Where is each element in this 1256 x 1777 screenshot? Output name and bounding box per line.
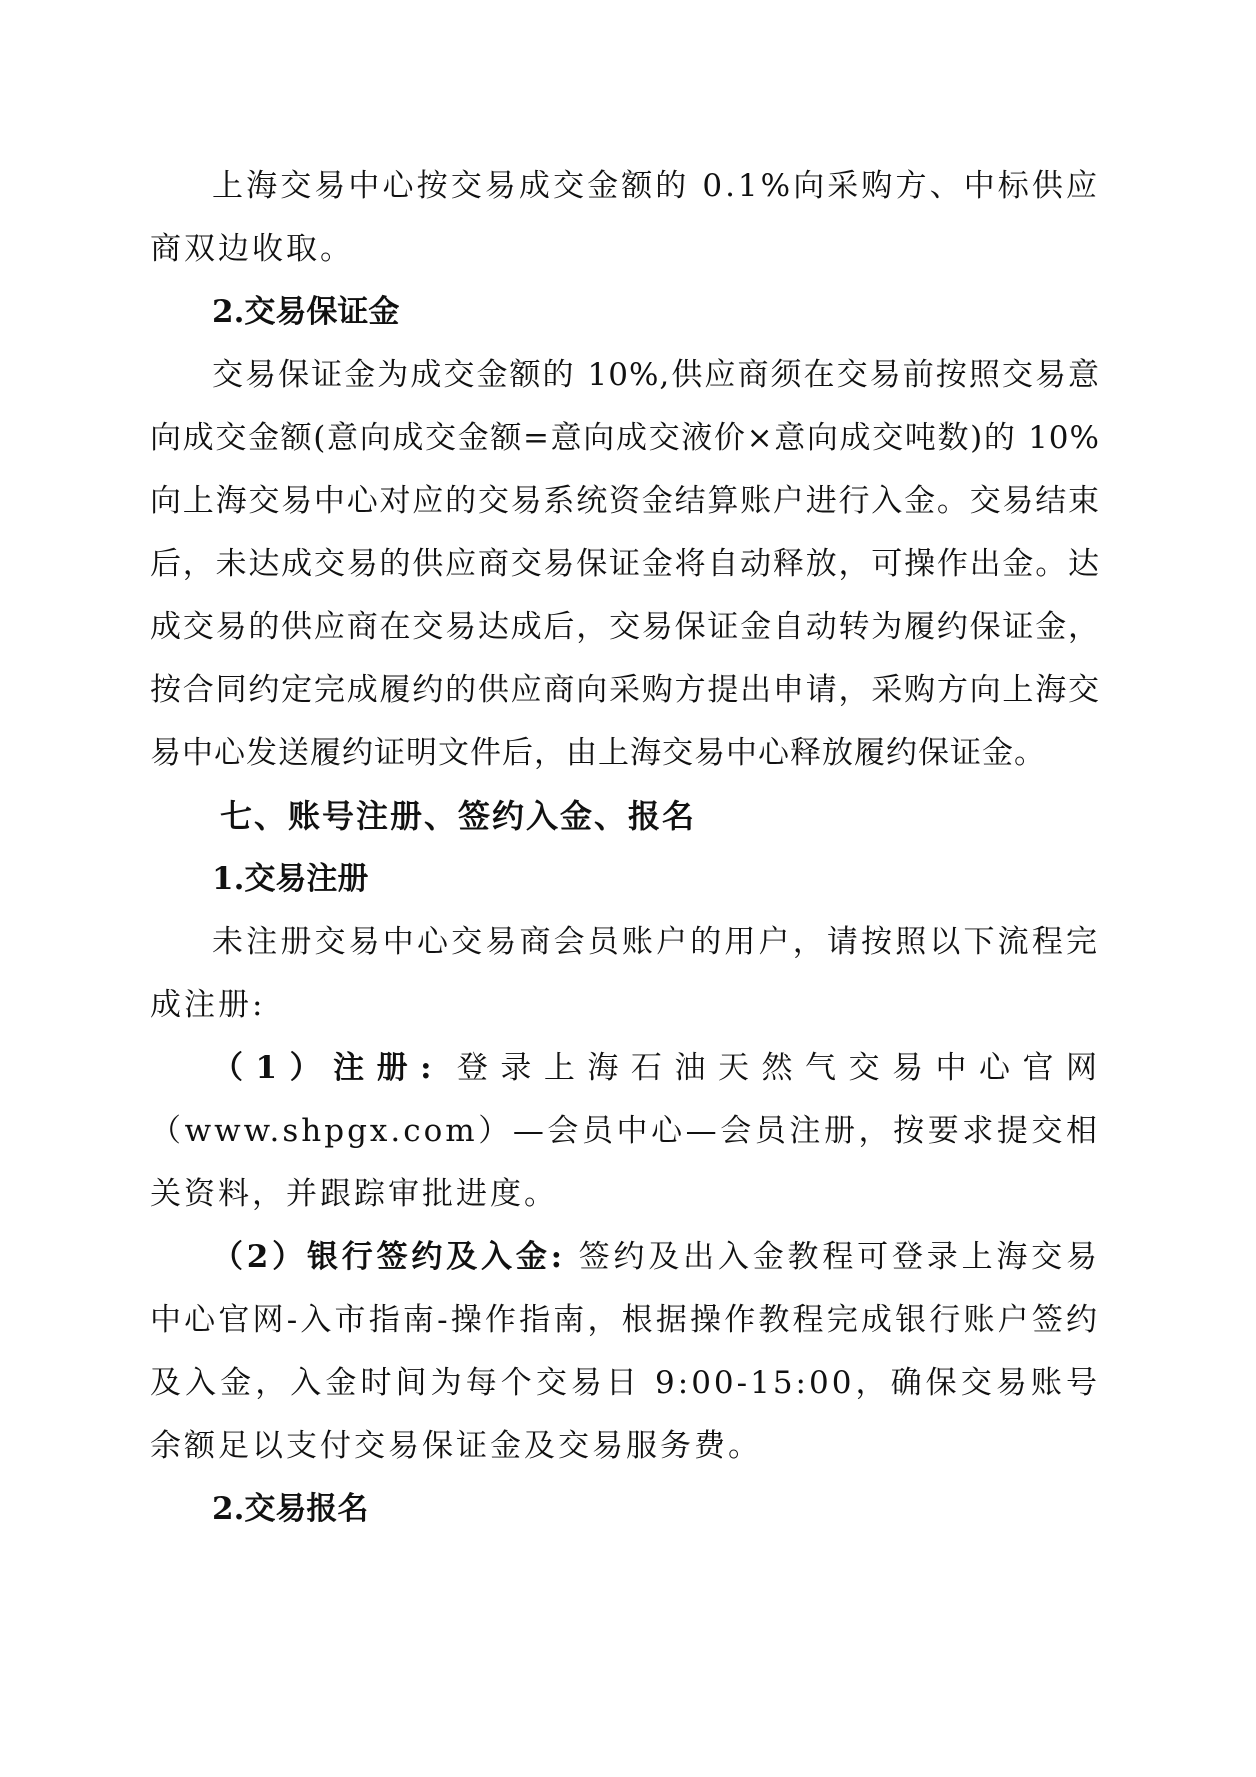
step1-label: （1）注册:	[212, 1050, 435, 1086]
document-page	[150, 155, 1100, 1541]
signup-heading: 2.交易报名	[212, 1491, 369, 1527]
step2-text: 签约及出入金教程可登录上海交易中心官网-入市指南-操作指南，根据操作教程完成银行账户签约及入金，入金时间为每个交易日 9:00-15:00，确保交易账号余额足以支付交易保证金及交易服务费。	[150, 1239, 1100, 1464]
deposit-paragraph: 交易保证金为成交金额的 10%,供应商须在交易前按照交易意向成交金额(意向成交金额=意向成交液价×意向成交吨数)的 10%向上海交易中心对应的交易系统资金结算账户进行入金。交易结束后，未达成交易的供应商交易保证金将自动释放，可操作出金。达成交易的供应商在交易达成后，交易保证金自动转为履约保证金，按合同约定完成履约的供应商向采购方提出申请，采购方向上海交易中心发送履约证明文件后，由上海交易中心释放履约保证金。	[150, 357, 1100, 771]
step1-paragraph	[150, 1037, 1100, 1226]
fee-paragraph: 上海交易中心按交易成交金额的 0.1%向采购方、中标供应商双边收取。	[150, 168, 1100, 267]
step2-label: （2）银行签约及入金:	[212, 1239, 566, 1275]
deposit-heading: 2.交易保证金	[212, 294, 400, 330]
step2-paragraph	[150, 1226, 1100, 1478]
step1-text: 登录上海石油天然气交易中心官网（www.shpgx.com）—会员中心—会员注册，按要求提交相关资料，并跟踪审批进度。	[150, 1050, 1100, 1212]
register-intro-paragraph: 未注册交易中心交易商会员账户的用户，请按照以下流程完成注册:	[150, 924, 1100, 1023]
register-heading: 1.交易注册	[212, 861, 369, 897]
section-seven-title: 七、账号注册、签约入金、报名	[220, 797, 697, 835]
